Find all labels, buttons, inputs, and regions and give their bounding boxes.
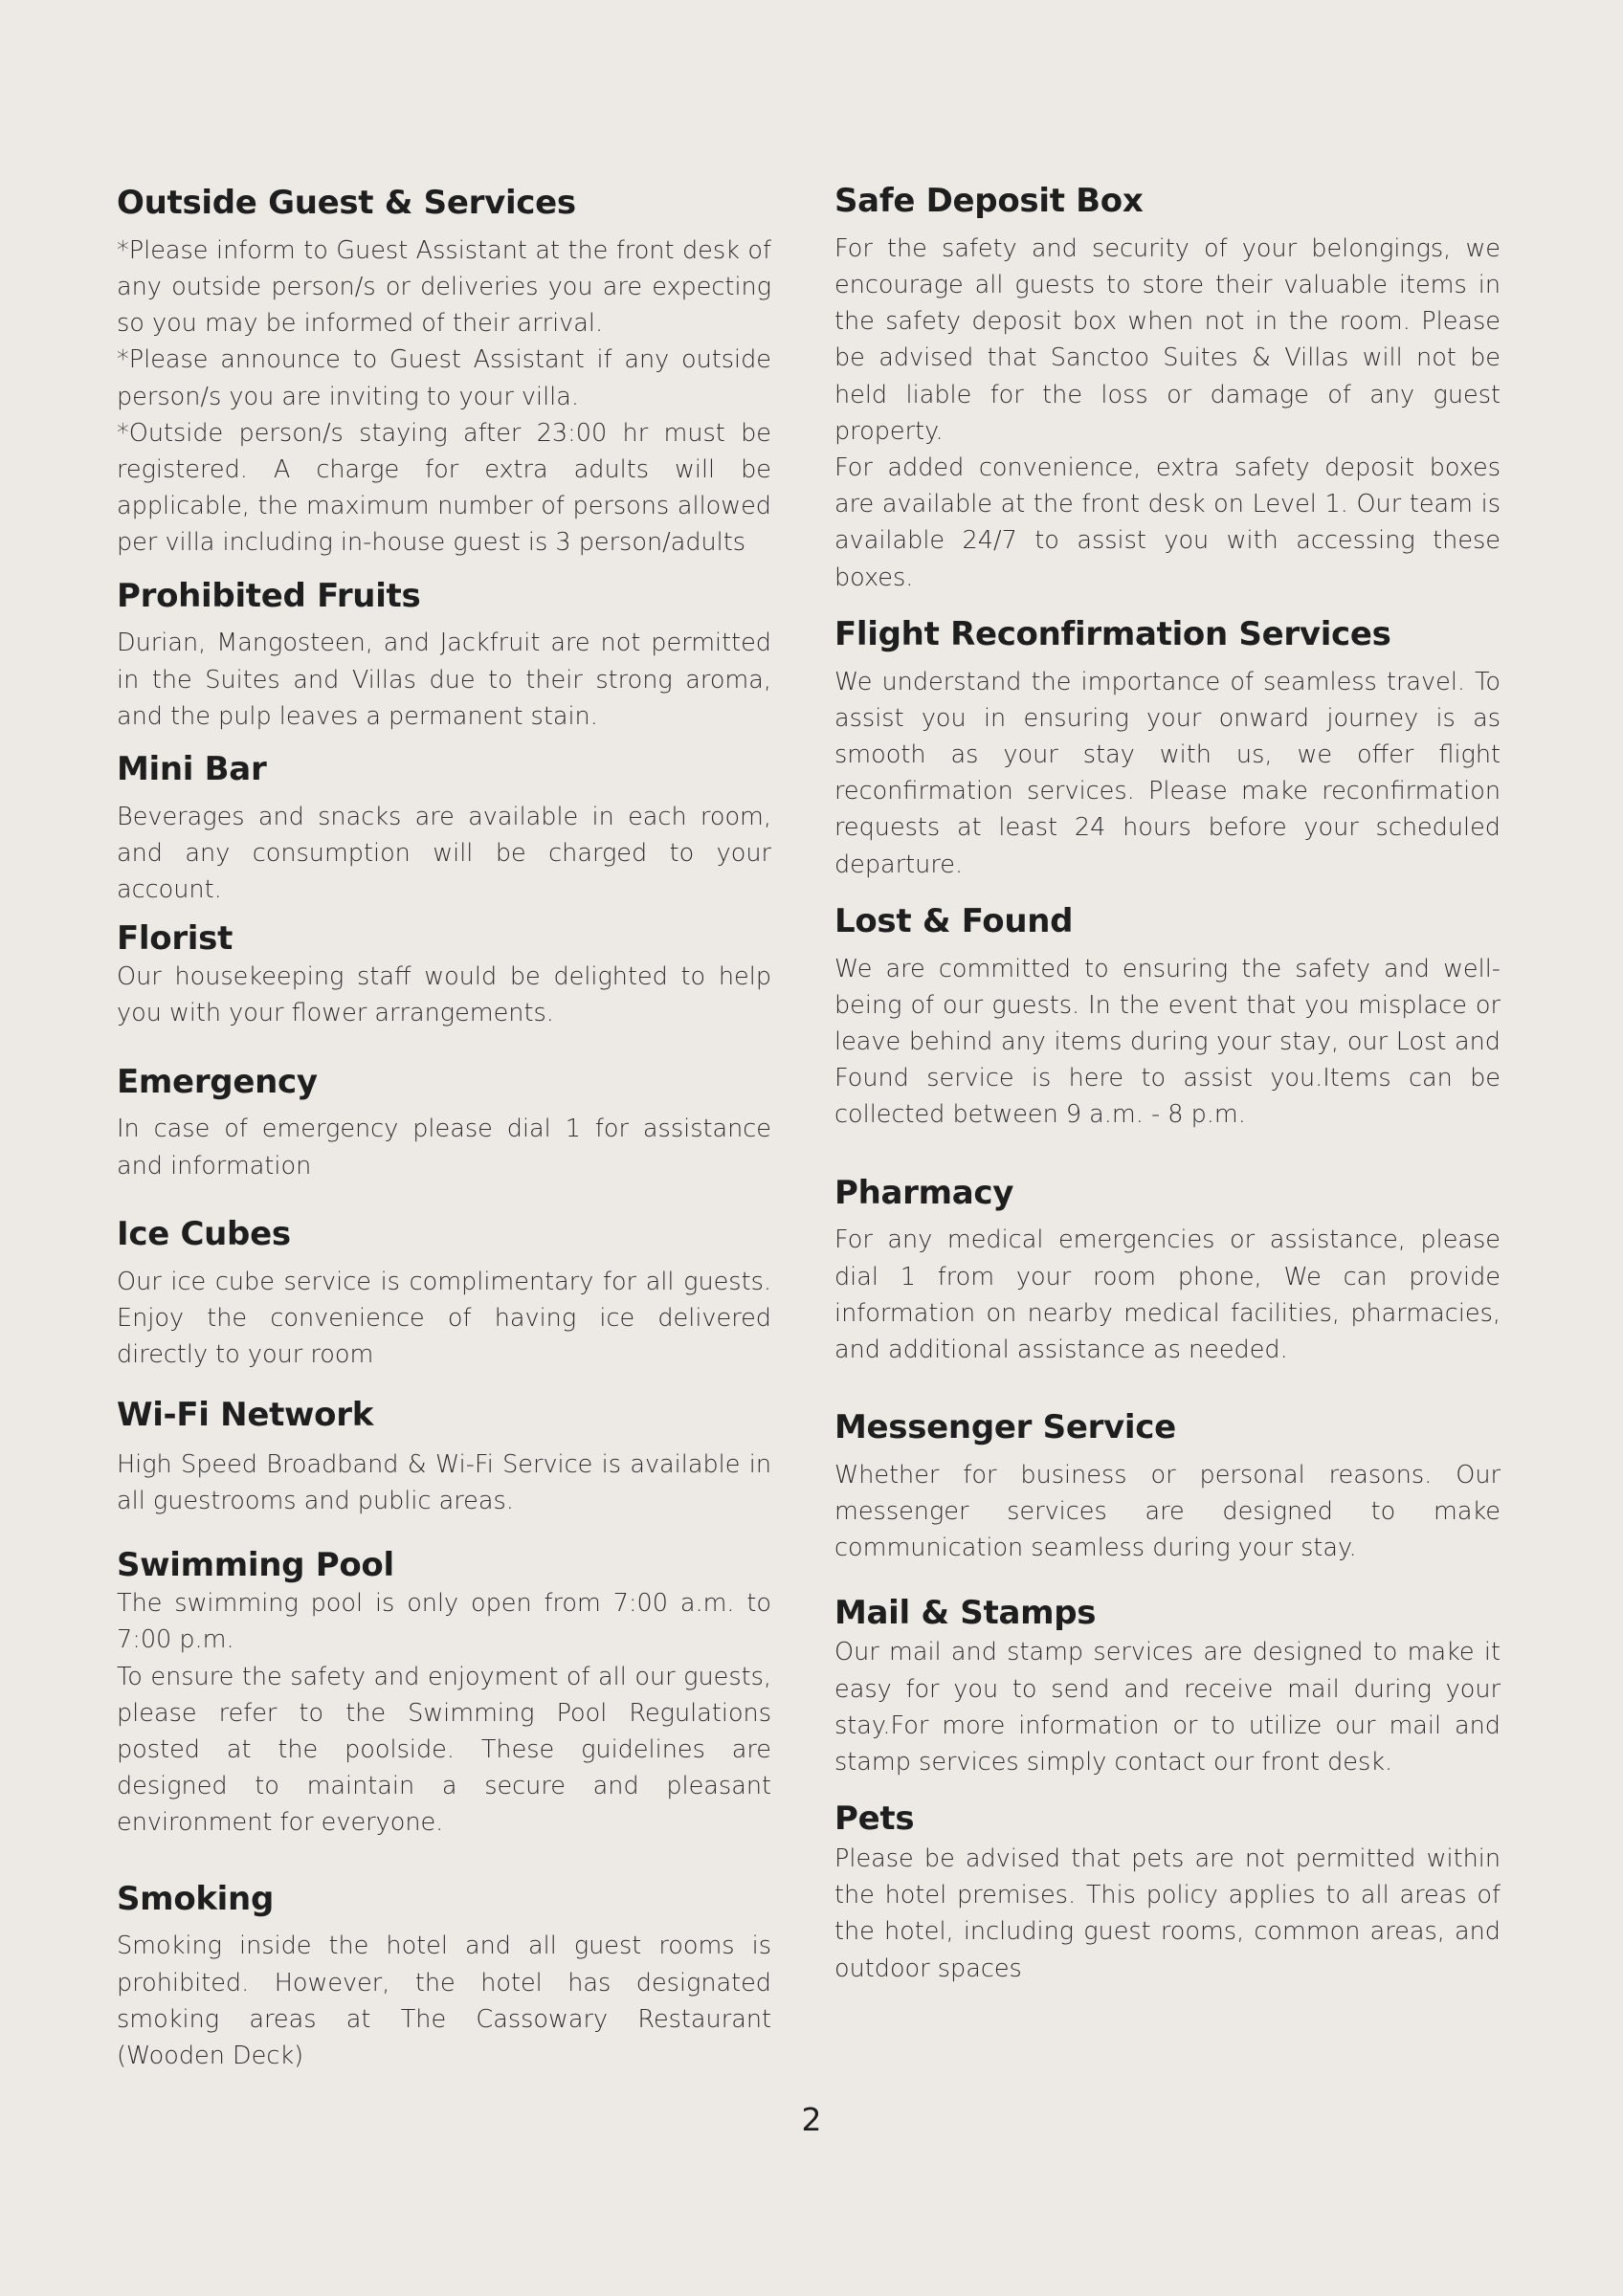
section-smoking — [117, 1880, 771, 2075]
section-lost-found — [834, 902, 1501, 1134]
section-outside-guest — [117, 184, 771, 562]
section-paragraph: Smoking inside the hotel and all guest rooms is prohibited. However, the hotel has designated smoking areas at The Cassowary Restaurant (Wooden Deck) — [117, 1932, 771, 2071]
section-pharmacy — [834, 1174, 1501, 1369]
section-prohibited-fruits — [117, 577, 771, 735]
section-heading: Wi-Fi Network — [117, 1396, 374, 1435]
section-mini-bar — [117, 750, 771, 908]
section-heading: Florist — [117, 919, 233, 959]
section-safe-deposit-box — [834, 182, 1501, 596]
section-paragraph: Durian, Mangosteen, and Jackfruit are not permitted in the Suites and Villas due to their strong aroma, and the pulp leaves a permanent stain. — [117, 629, 771, 731]
section-paragraph: We understand the importance of seamless travel. To assist you in ensuring your onward journey is as smooth as your stay with us, we offer flight reconfirmation services. Please make reconfirmation requests at least 24 hours before your scheduled departure. — [834, 667, 1501, 879]
section-paragraph: Our housekeeping staff would be delighted to help you with your flower arrangements. — [117, 962, 771, 1028]
section-heading: Swimming Pool — [117, 1546, 394, 1585]
section-heading: Lost & Found — [834, 901, 1074, 940]
section-heading: Prohibited Fruits — [117, 576, 421, 615]
section-heading: Flight Reconfirmation Services — [834, 614, 1391, 653]
section-heading: Emergency — [117, 1062, 318, 1101]
right-column — [834, 182, 1501, 1987]
section-heading: Smoking — [117, 1879, 274, 1918]
section-paragraph: *Please announce to Guest Assistant if any outside person/s you are inviting to your villa. — [117, 345, 771, 411]
section-heading: Safe Deposit Box — [834, 182, 1144, 220]
section-paragraph: We are committed to ensuring the safety and well-being of our guests. In the event that you misplace or leave behind any items during your stay, our Lost and Found service is here to assist you.Items can be collected between 9 a.m. - 8 p.m. — [834, 954, 1501, 1130]
section-paragraph: High Speed Broadband & Wi-Fi Service is available in all guestrooms and public areas. — [117, 1450, 771, 1516]
section-paragraph: For any medical emergencies or assistance, please dial 1 from your room phone, We can provide information on nearby medical facilities, pharmacies, and additional assistance as needed. — [834, 1225, 1501, 1365]
section-heading: Outside Guest & Services — [117, 184, 576, 222]
section-paragraph: Our mail and stamp services are designed to make it easy for you to send and receive mail during your stay.For more information or to utilize our mail and stamp services simply contact our front desk. — [834, 1638, 1501, 1777]
section-paragraph: In case of emergency please dial 1 for assistance and information — [117, 1115, 771, 1181]
section-pets — [834, 1799, 1501, 1987]
section-paragraph: For the safety and security of your belongings, we encourage all guests to store their valuable items in the safety deposit box when not in the room. Please be advised that Sanctoo Suites & Villas will not be held liable for the loss or damage of any guest property. — [834, 233, 1501, 446]
section-paragraph: For added convenience, extra safety deposit boxes are available at the front desk on Level 1. Our team is available 24/7 to assist you with accessing these boxes. — [834, 453, 1501, 592]
section-florist — [117, 919, 771, 1031]
section-heading: Pharmacy — [834, 1173, 1014, 1212]
section-paragraph: Our ice cube service is complimentary for all guests. Enjoy the convenience of having ice delivered directly to your room — [117, 1267, 771, 1370]
section-heading: Mini Bar — [117, 750, 267, 789]
left-column — [117, 182, 771, 2074]
section-paragraph: To ensure the safety and enjoyment of all our guests, please refer to the Swimming Pool Regulations posted at the poolside. These guidelines are designed to maintain a secure and pleasant environment for everyone. — [117, 1662, 771, 1838]
section-ice-cubes — [117, 1215, 771, 1373]
section-paragraph: The swimming pool is only open from 7:00 a.m. to 7:00 p.m. — [117, 1589, 771, 1655]
section-mail-stamps — [834, 1594, 1501, 1781]
section-messenger-service — [834, 1408, 1501, 1566]
section-heading: Mail & Stamps — [834, 1593, 1097, 1632]
section-paragraph: *Outside person/s staying after 23:00 hr must be registered. A charge for extra adults will be applicable, the maximum number of persons allowed per villa including in-house guest is 3 person/adults — [117, 418, 771, 558]
page-number: 2 — [801, 2101, 822, 2138]
section-heading: Ice Cubes — [117, 1214, 291, 1253]
section-flight-reconfirmation — [834, 615, 1501, 883]
section-paragraph: *Please inform to Guest Assistant at the front desk of any outside person/s or deliveries you are expecting so you may be informed of their arrival. — [117, 235, 771, 339]
section-wifi — [117, 1396, 771, 1519]
section-emergency — [117, 1063, 771, 1184]
section-paragraph: Whether for business or personal reasons. Our messenger services are designed to make communication seamless during your stay. — [834, 1461, 1501, 1563]
section-heading: Pets — [834, 1799, 915, 1839]
section-paragraph: Beverages and snacks are available in each room, and any consumption will be charged to your account. — [117, 802, 771, 905]
section-paragraph: Please be advised that pets are not permitted within the hotel premises. This policy applies to all areas of the hotel, including guest rooms, common areas, and outdoor spaces — [834, 1844, 1501, 1983]
section-heading: Messenger Service — [834, 1408, 1176, 1447]
section-swimming-pool — [117, 1546, 771, 1841]
